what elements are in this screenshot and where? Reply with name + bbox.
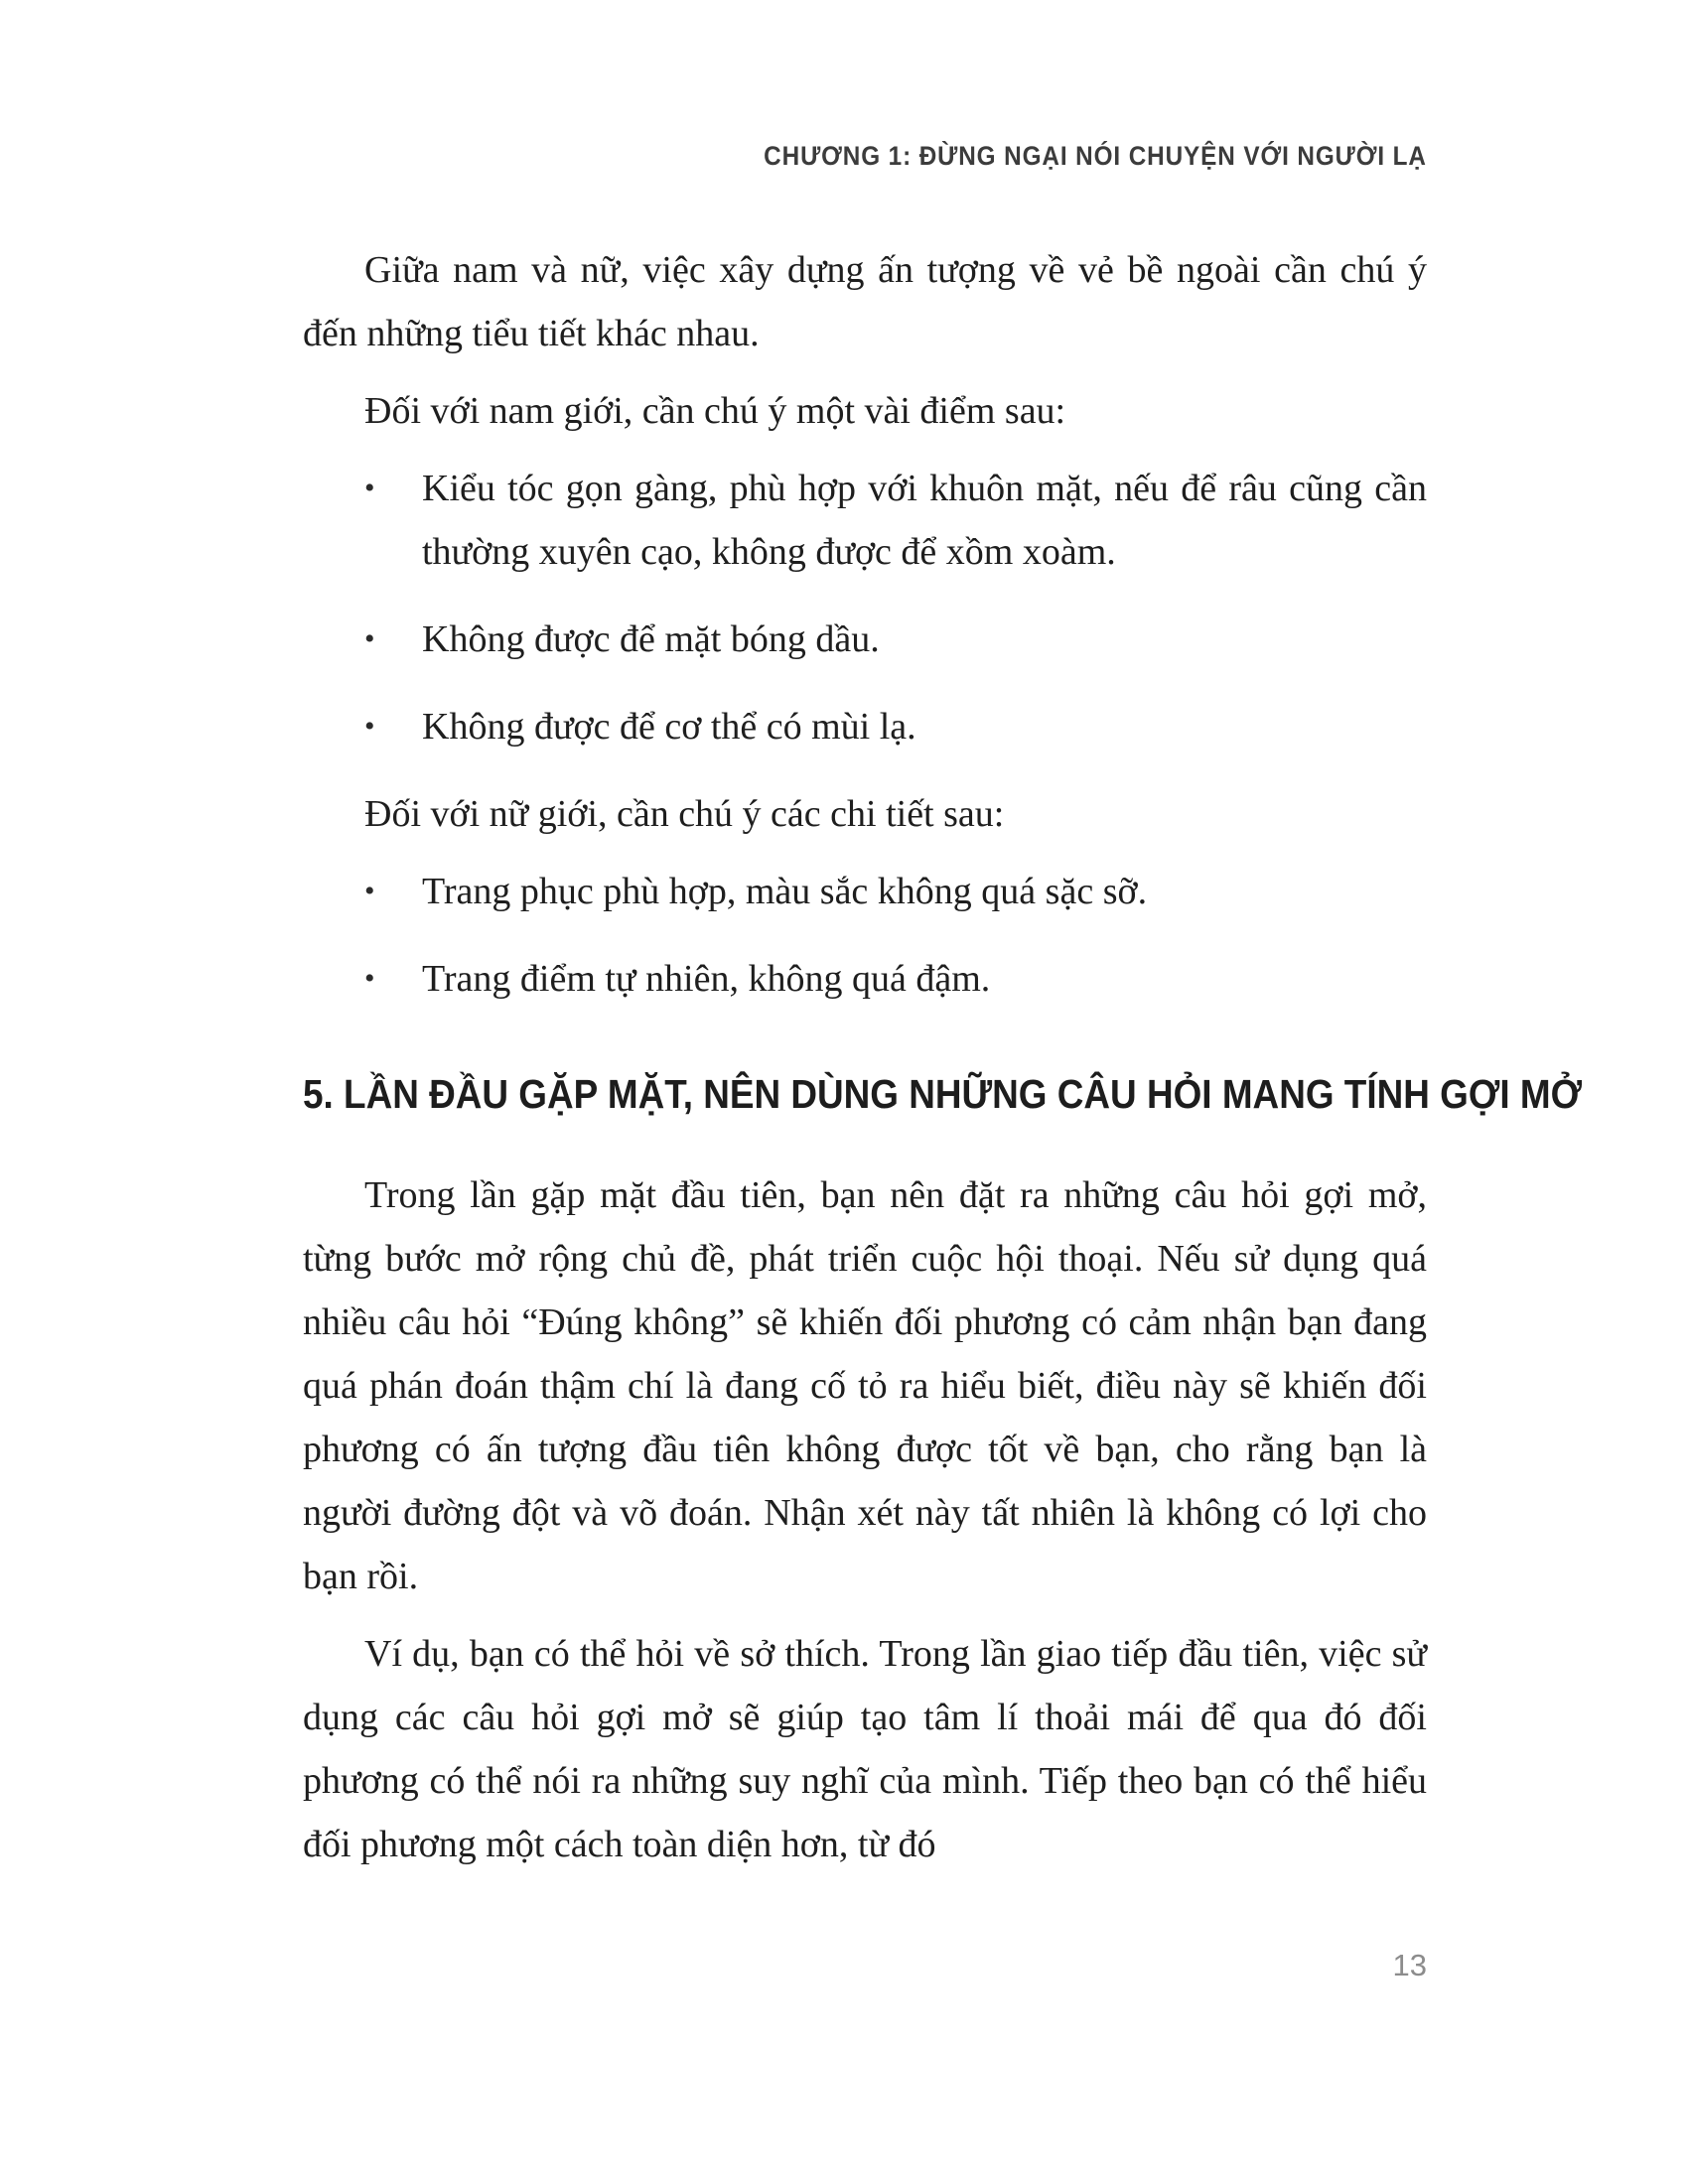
bullet-list-men (303, 457, 1427, 758)
section-heading (303, 1068, 1583, 1120)
paragraph-intro: Giữa nam và nữ, việc xây dựng ấn tượng về vẻ bề ngoài cần chú ý đến những tiểu tiết khác nhau. (303, 249, 1427, 354)
bullet-icon: • (364, 472, 375, 504)
list-item-text: Kiểu tóc gọn gàng, phù hợp với khuôn mặt, nếu để râu cũng cần thường xuyên cạo, không được để xồm xoàm. (422, 468, 1427, 573)
list-item (303, 695, 1427, 758)
list-item (303, 457, 1427, 584)
running-header (303, 141, 1427, 172)
bullet-icon: • (364, 875, 375, 907)
page-number: 13 (1392, 1948, 1427, 1982)
list-item (303, 947, 1427, 1011)
list-item-text: Trang điểm tự nhiên, không quá đậm. (422, 958, 991, 1000)
list-item-text: Trang phục phù hợp, màu sắc không quá sặc sỡ. (422, 871, 1148, 912)
list-item-text: Không được để mặt bóng dầu. (422, 618, 880, 660)
paragraph-women-lead: Đối với nữ giới, cần chú ý các chi tiết sau: (364, 793, 1005, 835)
list-item-text: Không được để cơ thể có mùi lạ. (422, 706, 916, 748)
list-item (303, 608, 1427, 671)
bullet-icon: • (364, 962, 375, 995)
chapter-header-text: CHƯƠNG 1: ĐỪNG NGẠI NÓI CHUYỆN VỚI NGƯỜI LẠ (764, 141, 1427, 171)
list-item (303, 860, 1427, 923)
paragraph-men-lead: Đối với nam giới, cần chú ý một vài điểm sau: (364, 390, 1066, 432)
page-content (303, 238, 1583, 1890)
bullet-icon: • (364, 710, 375, 743)
bullet-list-women (303, 860, 1427, 1011)
bullet-icon: • (364, 622, 375, 655)
paragraph-open-questions: Trong lần gặp mặt đầu tiên, bạn nên đặt ra những câu hỏi gợi mở, từng bước mở rộng chủ đề, phát triển cuộc hội thoại. Nếu sử dụng quá nhiều câu hỏi “Đúng không” sẽ khiến đối phương có cảm nhận bạn đang quá phán đoán thậm chí là đang cố tỏ ra hiểu biết, điều này sẽ khiến đối phương có ấn tượng đầu tiên không được tốt về bạn, cho rằng bạn là người đường đột và võ đoán. Nhận xét này tất nhiên là không có lợi cho bạn rồi. (303, 1174, 1427, 1597)
paragraph-example: Ví dụ, bạn có thể hỏi về sở thích. Trong lần giao tiếp đầu tiên, việc sử dụng các câu hỏi gợi mở sẽ giúp tạo tâm lí thoải mái để qua đó đối phương có thể nói ra những suy nghĩ của mình. Tiếp theo bạn có thể hiểu đối phương một cách toàn diện hơn, từ đó (303, 1633, 1427, 1865)
section-heading-text: 5. LẦN ĐẦU GẶP MẶT, NÊN DÙNG NHỮNG CÂU HỎI MANG TÍNH GỢI MỞ (303, 1071, 1583, 1117)
